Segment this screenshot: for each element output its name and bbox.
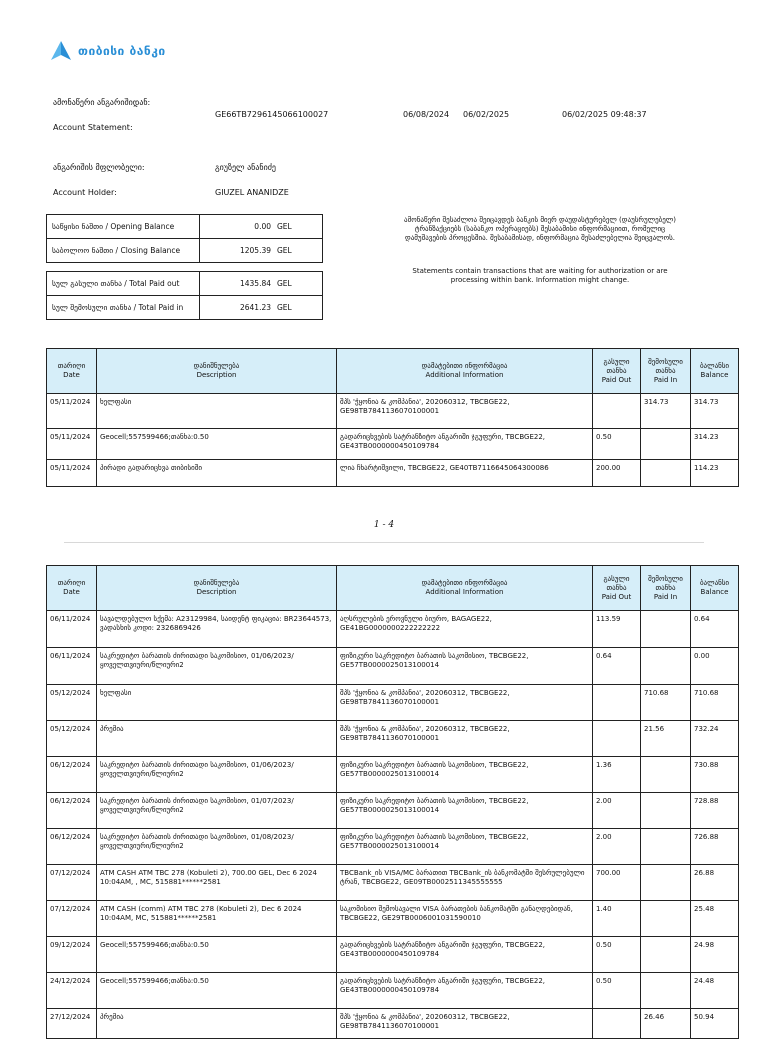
bank-logo: [50, 40, 166, 62]
currency: GEL: [277, 279, 292, 288]
opening-balance-amount: 0.00: [254, 222, 271, 231]
col-paid-out: გასული თანხა Paid Out: [593, 349, 641, 394]
cell-additional: აღსრულების ეროვნული ბიურო, BAGAGE22, GE41BG0000000222222222: [337, 611, 593, 648]
cell-date: 06/11/2024: [47, 611, 97, 648]
cell-additional: შპს 'ჭყონია & კომპანია', 202060312, TBCBGE22, GE98TB7841136070100001: [337, 394, 593, 429]
total-paid-in-label: სულ შემოსული თანხა / Total Paid in: [47, 296, 200, 320]
cell-balance: 50.94: [691, 1009, 739, 1039]
cell-balance: 26.88: [691, 865, 739, 901]
cell-balance: 314.23: [691, 429, 739, 460]
cell-additional: გადარიცხვების სატრანზიტო ანგარიში ჯგუფური, TBCBGE22, GE43TB0000000450109784: [337, 429, 593, 460]
cell-paid-out: [593, 685, 641, 721]
cell-date: 07/12/2024: [47, 901, 97, 937]
col-balance: ბალანსი Balance: [691, 349, 739, 394]
total-paid-out-label: სულ გასული თანხა / Total Paid out: [47, 272, 200, 296]
cell-description: პრემია: [97, 721, 337, 757]
cell-balance: 0.00: [691, 648, 739, 685]
cell-additional: ლია ჩხარტიშვილი, TBCBGE22, GE40TB7116645064300086: [337, 460, 593, 487]
transactions-table: [46, 565, 739, 1039]
cell-paid-in: [641, 865, 691, 901]
cell-date: 24/12/2024: [47, 973, 97, 1009]
cell-paid-out: 113.59: [593, 611, 641, 648]
cell-balance: 314.73: [691, 394, 739, 429]
table-header: [47, 349, 739, 394]
cell-date: 09/12/2024: [47, 937, 97, 973]
cell-description: პრემია: [97, 1009, 337, 1039]
cell-description: საკრედიტო ბარათის ძირითადი საკომისიო, 01/08/2023/ ყოველთვიური/წლიური2: [97, 829, 337, 865]
cell-paid-out: 0.64: [593, 648, 641, 685]
cell-date: 05/11/2024: [47, 429, 97, 460]
cell-paid-out: [593, 721, 641, 757]
cell-description: ATM CASH (comm) ATM TBC 278 (Kobuleti 2), Dec 6 2024 10:04AM, MC, 515881******2581: [97, 901, 337, 937]
account-number: GE66TB7296145066100027: [215, 110, 329, 119]
cell-additional: შპს 'ჭყონია & კომპანია', 202060312, TBCBGE22, GE98TB7841136070100001: [337, 685, 593, 721]
total-paid-in-row: [47, 296, 323, 320]
currency: GEL: [277, 222, 292, 231]
cell-date: 07/12/2024: [47, 865, 97, 901]
cell-description: Geocell;557599466;თანხა:0.50: [97, 937, 337, 973]
col-paid-out: გასული თანხა Paid Out: [593, 566, 641, 611]
date-from: 06/08/2024: [403, 110, 450, 119]
table-row: [47, 937, 739, 973]
cell-paid-in: [641, 829, 691, 865]
cell-paid-in: [641, 973, 691, 1009]
cell-date: 06/12/2024: [47, 793, 97, 829]
cell-description: ხელფასი: [97, 685, 337, 721]
cell-paid-in: [641, 901, 691, 937]
opening-balance-row: [47, 215, 323, 239]
cell-description: საკრედიტო ბარათის ძირითადი საკომისიო, 01/07/2023/ ყოველთვიური/წლიური2: [97, 793, 337, 829]
cell-paid-in: 710.68: [641, 685, 691, 721]
cell-paid-out: 0.50: [593, 429, 641, 460]
col-description: დანიშნულება Description: [97, 349, 337, 394]
table-row: [47, 721, 739, 757]
cell-additional: TBCBank_ის VISA/MC ბარათით TBCBank_ის ბანკომატში შესრულებული ტრან, TBCBGE22, GE09TB0002511345555555: [337, 865, 593, 901]
generated-timestamp: 06/02/2025 09:48:37: [562, 110, 647, 119]
cell-date: 27/12/2024: [47, 1009, 97, 1039]
cell-additional: გადარიცხვების სატრანზიტო ანგარიში ჯგუფური, TBCBGE22, GE43TB0000000450109784: [337, 973, 593, 1009]
cell-balance: 24.48: [691, 973, 739, 1009]
col-date: თარიღი Date: [47, 349, 97, 394]
cell-description: ხელფასი: [97, 394, 337, 429]
col-paid-in: შემოსული თანხა Paid In: [641, 349, 691, 394]
col-additional: დამატებითი ინფორმაცია Additional Information: [337, 566, 593, 611]
cell-balance: 732.24: [691, 721, 739, 757]
cell-paid-out: 200.00: [593, 460, 641, 487]
totals-summary: [46, 271, 323, 320]
total-paid-in-amount: 2641.23: [239, 303, 271, 312]
total-paid-out-amount: 1435.84: [239, 279, 271, 288]
currency: GEL: [277, 303, 292, 312]
cell-date: 05/11/2024: [47, 394, 97, 429]
cell-paid-in: [641, 648, 691, 685]
table-row: [47, 394, 739, 429]
holder-label-en: Account Holder:: [53, 188, 117, 197]
cell-additional: ფიზიკური საკრედიტო ბარათის საკომისიო, TBCBGE22, GE57TB0000025013100014: [337, 793, 593, 829]
statement-label-en: Account Statement:: [53, 123, 133, 132]
notice-en: Statements contain transactions that are waiting for authorization or are processing within bank. Information might change.: [412, 267, 668, 284]
table-row: [47, 429, 739, 460]
cell-paid-out: 1.36: [593, 757, 641, 793]
cell-paid-out: 700.00: [593, 865, 641, 901]
cell-paid-in: [641, 460, 691, 487]
cell-description: საკრედიტო ბარათის ძირითადი საკომისიო, 01/06/2023/ ყოველთვიური/წლიური2: [97, 648, 337, 685]
currency: GEL: [277, 246, 292, 255]
table-row: [47, 865, 739, 901]
table-row: [47, 1009, 739, 1039]
cell-description: სავალდებულო სქემა: A23129984, საიდენტ ფიკაცია: BR23644573, ვადასხის კოდი: 2326869426: [97, 611, 337, 648]
cell-paid-out: 0.50: [593, 973, 641, 1009]
holder-name: GIUZEL ANANIDZE: [215, 188, 289, 197]
statement-label-ka: ამონაწერი ანგარიშიდან:: [53, 98, 151, 107]
col-description: დანიშნულება Description: [97, 566, 337, 611]
notice-ka: ამონაწერი შესაძლოა შეიცავდეს ბანკის მიერ დაუდასტურებელ (დაუსრულებელ) ტრანზაქციებს (საბანკო ოპერაციებს) შესაბამისი ინფორმაციით, რომელიც დამუშავების პროცესშია. შესაბამისად, ინფორმაცია შესაძლებელია შეიცვალოს.: [404, 216, 676, 242]
cell-paid-out: [593, 394, 641, 429]
total-paid-out-row: [47, 272, 323, 296]
cell-description: პირადი გადარიცხვა თიბისიში: [97, 460, 337, 487]
cell-paid-in: 21.56: [641, 721, 691, 757]
cell-description: Geocell;557599466;თანხა:0.50: [97, 973, 337, 1009]
cell-paid-in: [641, 793, 691, 829]
balance-summary: [46, 214, 323, 263]
cell-description: ATM CASH ATM TBC 278 (Kobuleti 2), 700.00 GEL, Dec 6 2024 10:04AM, , MC, 515881******2581: [97, 865, 337, 901]
table-row: [47, 611, 739, 648]
transactions-table: [46, 348, 739, 487]
cell-date: 06/11/2024: [47, 648, 97, 685]
cell-balance: 710.68: [691, 685, 739, 721]
cell-paid-out: [593, 1009, 641, 1039]
col-additional: დამატებითი ინფორმაცია Additional Information: [337, 349, 593, 394]
cell-description: Geocell;557599466;თანხა:0.50: [97, 429, 337, 460]
table-row: [47, 829, 739, 865]
cell-date: 05/11/2024: [47, 460, 97, 487]
table-row: [47, 685, 739, 721]
page-marker: 1 - 4: [373, 520, 395, 530]
tbc-logo-icon: [50, 40, 72, 62]
cell-additional: ფიზიკური საკრედიტო ბარათის საკომისიო, TBCBGE22, GE57TB0000025013100014: [337, 829, 593, 865]
table-row: [47, 648, 739, 685]
holder-name-ka: გიუზელ ანანიძე: [215, 163, 276, 172]
holder-label-ka: ანგარიშის მფლობელი:: [53, 163, 145, 172]
cell-paid-in: [641, 937, 691, 973]
col-paid-in: შემოსული თანხა Paid In: [641, 566, 691, 611]
cell-date: 06/12/2024: [47, 829, 97, 865]
col-balance: ბალანსი Balance: [691, 566, 739, 611]
cell-paid-out: 1.40: [593, 901, 641, 937]
cell-date: 05/12/2024: [47, 685, 97, 721]
cell-description: საკრედიტო ბარათის ძირითადი საკომისიო, 01/06/2023/ ყოველთვიური/წლიური2: [97, 757, 337, 793]
cell-date: 06/12/2024: [47, 757, 97, 793]
cell-balance: 0.64: [691, 611, 739, 648]
table-row: [47, 973, 739, 1009]
cell-balance: 24.98: [691, 937, 739, 973]
cell-date: 05/12/2024: [47, 721, 97, 757]
cell-paid-out: 0.50: [593, 937, 641, 973]
table-row: [47, 460, 739, 487]
table-row: [47, 793, 739, 829]
cell-paid-in: [641, 757, 691, 793]
cell-additional: ფიზიკური საკრედიტო ბარათის საკომისიო, TBCBGE22, GE57TB0000025013100014: [337, 757, 593, 793]
cell-paid-in: [641, 429, 691, 460]
table-row: [47, 757, 739, 793]
cell-paid-in: 314.73: [641, 394, 691, 429]
opening-balance-label: საწყისი ნაშთი / Opening Balance: [47, 215, 200, 239]
cell-balance: 730.88: [691, 757, 739, 793]
cell-balance: 726.88: [691, 829, 739, 865]
cell-balance: 114.23: [691, 460, 739, 487]
cell-paid-in: 26.46: [641, 1009, 691, 1039]
cell-additional: შპს 'ჭყონია & კომპანია', 202060312, TBCBGE22, GE98TB7841136070100001: [337, 1009, 593, 1039]
cell-additional: შპს 'ჭყონია & კომპანია', 202060312, TBCBGE22, GE98TB7841136070100001: [337, 721, 593, 757]
closing-balance-row: [47, 239, 323, 263]
cell-paid-in: [641, 611, 691, 648]
cell-additional: გადარიცხვების სატრანზიტო ანგარიში ჯგუფური, TBCBGE22, GE43TB0000000450109784: [337, 937, 593, 973]
cell-additional: ფიზიკური საკრედიტო ბარათის საკომისიო, TBCBGE22, GE57TB0000025013100014: [337, 648, 593, 685]
date-to: 06/02/2025: [463, 110, 510, 119]
closing-balance-label: საბოლოო ნაშთი / Closing Balance: [47, 239, 200, 263]
col-date: თარიღი Date: [47, 566, 97, 611]
closing-balance-amount: 1205.39: [239, 246, 271, 255]
table-header: [47, 566, 739, 611]
page-separator: [64, 542, 704, 543]
cell-paid-out: 2.00: [593, 793, 641, 829]
table-row: [47, 901, 739, 937]
bank-name: თიბისი ბანკი: [78, 44, 166, 58]
cell-balance: 728.88: [691, 793, 739, 829]
cell-additional: საკომისიო შემოსავალი VISA ბარათების ბანკომატში განაღდებიდან, TBCBGE22, GE29TB0006001031590010: [337, 901, 593, 937]
cell-balance: 25.48: [691, 901, 739, 937]
cell-paid-out: 2.00: [593, 829, 641, 865]
